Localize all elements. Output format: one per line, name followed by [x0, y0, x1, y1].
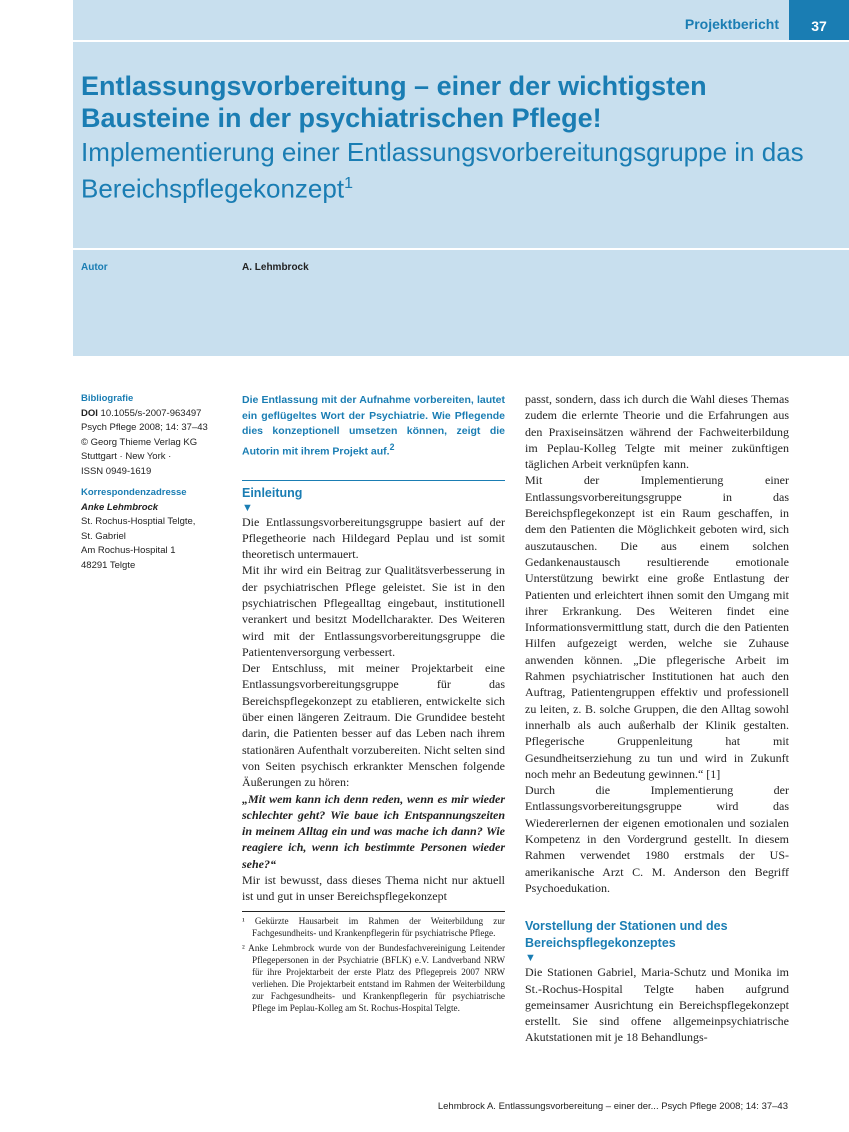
- paragraph: Der Entschluss, mit meiner Projektarbeit eine Entlassungsvorbereitungsgruppe für das Bereichspflegekonzept zu etablieren, entwickelte sich über einen längeren Zeitraum. Die Grundidee besteht darin, die Patienten besser auf das Leben nach ihrem stationären Aufenthalt vorzubereiten. Nicht selten sind von Seiten psychisch erkrankter Menschen folgende Äußerungen zu hören:: [242, 661, 505, 790]
- lead-footnote-mark: 2: [389, 441, 395, 452]
- quote: „Mit wem kann ich denn reden, wenn es mir wieder schlechter geht? Wie baue ich Entspannungszeiten in meinem Alltag ein und was mache ich dann? Wie reagiere ich, wenn ich bestimmte Personen wieder sehe?“: [242, 791, 505, 871]
- arrow-down-icon: ▼: [242, 501, 253, 514]
- correspondence-line: St. Gabriel: [81, 530, 126, 542]
- top-banner: [73, 0, 849, 40]
- page-number: 37: [789, 0, 849, 40]
- article-title: Entlassungsvorbereitung – einer der wichtigsten Bausteine in der psychiatrischen Pflege!: [81, 71, 707, 133]
- correspondence-name: Anke Lehmbrock: [81, 501, 159, 513]
- footnote-2: ² Anke Lehmbrock wurde von der Bundesfachvereinigung Leitender Pflegepersonen in der Psychiatrie (BFLK) e.V. Landverband NRW für ihre Projektarbeit der erste Platz des Pflegepreis 2007 NRW verliehen. Die Projektarbeit entstand im Rahmen der Weiterbildung zur Fachgesundheits- und Krankenpflegerin für psychiatrische Pflege im Peplau-Kolleg am St. Rochus-Hospital Telgte.: [242, 942, 505, 1013]
- title-block: [73, 42, 849, 248]
- subtitle-footnote-mark: 1: [344, 175, 353, 192]
- arrow-down-icon: ▼: [525, 952, 536, 965]
- section-divider: [242, 480, 505, 481]
- paragraph: Mir ist bewusst, dass dieses Thema nicht nur aktuell ist und gut in unser Bereichspflegekonzept: [242, 873, 505, 904]
- article-subtitle: [81, 136, 821, 205]
- publisher-place: Stuttgart · New York ·: [81, 451, 172, 462]
- paragraph: Mit ihr wird ein Beitrag zur Qualitätsverbesserung in der psychiatrischen Pflege geleistet. Sie ist in den psychiatrischen Pflegealltag eingebaut, institutionell verankert und besitzt Modellcharakter. Des Weiteren wird mit der Entlassungsvorbereitungsgruppe die Patientenversorgung verbessert.: [242, 563, 505, 659]
- paragraph: Die Stationen Gabriel, Maria-Schutz und Monika im St.-Rochus-Hospital Telgte haben aufgrund gemeinsamer Ausrichtung ein Bereichspflegekonzept erstellt. Sie sind offene allgemeinpsychiatrische Akutstationen mit je 18 Behandlungs-: [525, 965, 789, 1045]
- column-left: [242, 393, 505, 1014]
- lead-paragraph: Die Entlassung mit der Aufnahme vorbereiten, lautet ein geflügeltes Wort der Psychiatrie. Wie Pflegende dies konzeptionell umsetzen können, zeigt die Autorin mit ihrem Projekt auf.$^2$: [242, 394, 505, 457]
- correspondence-line: Am Rochus-Hospital 1: [81, 545, 176, 556]
- section-label: Projektbericht: [684, 16, 779, 32]
- correspondence-heading: Korrespondenzadresse: [81, 487, 187, 498]
- journal-citation: Psych Pflege 2008; 14: 37–43: [81, 422, 208, 433]
- heading-einleitung: Einleitung: [242, 485, 303, 500]
- doi-label: DOI: [81, 407, 98, 419]
- author-block: [73, 250, 849, 356]
- column-right: [525, 391, 789, 1046]
- copyright: © Georg Thieme Verlag KG: [81, 436, 198, 448]
- issn: ISSN 0949-1619: [81, 465, 152, 477]
- paragraph: Durch die Implementierung der Entlassungsvorbereitungsgruppe wird das Wiedererlernen der eigenen emotionalen und sozialen Kompetenz in den Vordergrund gestellt. In diesem Rahmen verwendet 1980 erstmals der US-amerikanische Arzt C. M. Anderson den Begriff Psychoedukation.: [525, 783, 789, 895]
- bibliography-heading: Bibliografie: [81, 393, 134, 404]
- doi-line: [81, 407, 231, 422]
- author-label: Autor: [81, 262, 108, 273]
- subtitle-text: Implementierung einer Entlassungsvorbereitungsgruppe in das Bereichspflegekonzept: [81, 137, 804, 204]
- footnote-1: ¹ Gekürzte Hausarbeit im Rahmen der Weiterbildung zur Fachgesundheits- und Krankenpflegerin für psychiatrische Pflege.: [242, 915, 505, 938]
- heading-vorstellung: Vorstellung der Stationen und des Bereichspflegekonzeptes: [525, 919, 728, 951]
- sidebar: [81, 392, 231, 573]
- correspondence-line: St. Rochus-Hosptial Telgte,: [81, 516, 196, 527]
- paragraph: Die Entlassungsvorbereitungsgruppe basiert auf der Pflegetheorie nach Hildegard Peplau und ist somit theoretisch untermauert.: [242, 514, 505, 562]
- paragraph: Mit der Implementierung einer Entlassungsvorbereitungsgruppe in das Bereichspflegekonzept ist ein Raum geschaffen, in dem den Patienten die Möglichkeit geboten wird, sich auszutauschen. Die aus einem solchen Gedankenaustausch resultierende emotionale Unterstützung bewirkt eine große Entlastung der Patienten und erleichtert ihnen somit den Umgang mit ihrer Erkrankung. Des Weiteren findet eine Informationsvermittlung statt, durch die den Patienten Hilfen aufgezeigt werden, welche sie Zuhause anwenden können. „Die pflegerische Arbeit im Rahmen psychiatrischer Institutionen hat auch den Auftrag, Patientengruppen effektiv und professionell zu leiten, z. B. solche Gruppen, die den Alltag sowohl innerhalb als auch außerhalb der Klinik gestalten. Pflegerische Gruppenleitung hat mit Gesundheitserziehung zu tun und wird in Zukunft noch mehr an Bedeutung gewinnen.“ [1]: [525, 473, 789, 781]
- correspondence-line: 48291 Telgte: [81, 559, 136, 571]
- paragraph: passt, sondern, dass ich durch die Wahl dieses Themas zudem die erlernte Theorie und die Erfahrungen aus den Praxiseinsätzen während der Fachweiterbildung im Peplau-Kolleg Telgte mit meiner zukünftigen täglichen Arbeit verknüpfen kann.: [525, 392, 789, 472]
- footnote-divider: [242, 911, 505, 912]
- page-footer: Lehmbrock A. Entlassungsvorbereitung – einer der... Psych Pflege 2008; 14: 37–43: [437, 1101, 788, 1112]
- doi-value[interactable]: 10.1055/s-2007-963497: [100, 407, 202, 419]
- author-name: A. Lehmbrock: [242, 262, 309, 273]
